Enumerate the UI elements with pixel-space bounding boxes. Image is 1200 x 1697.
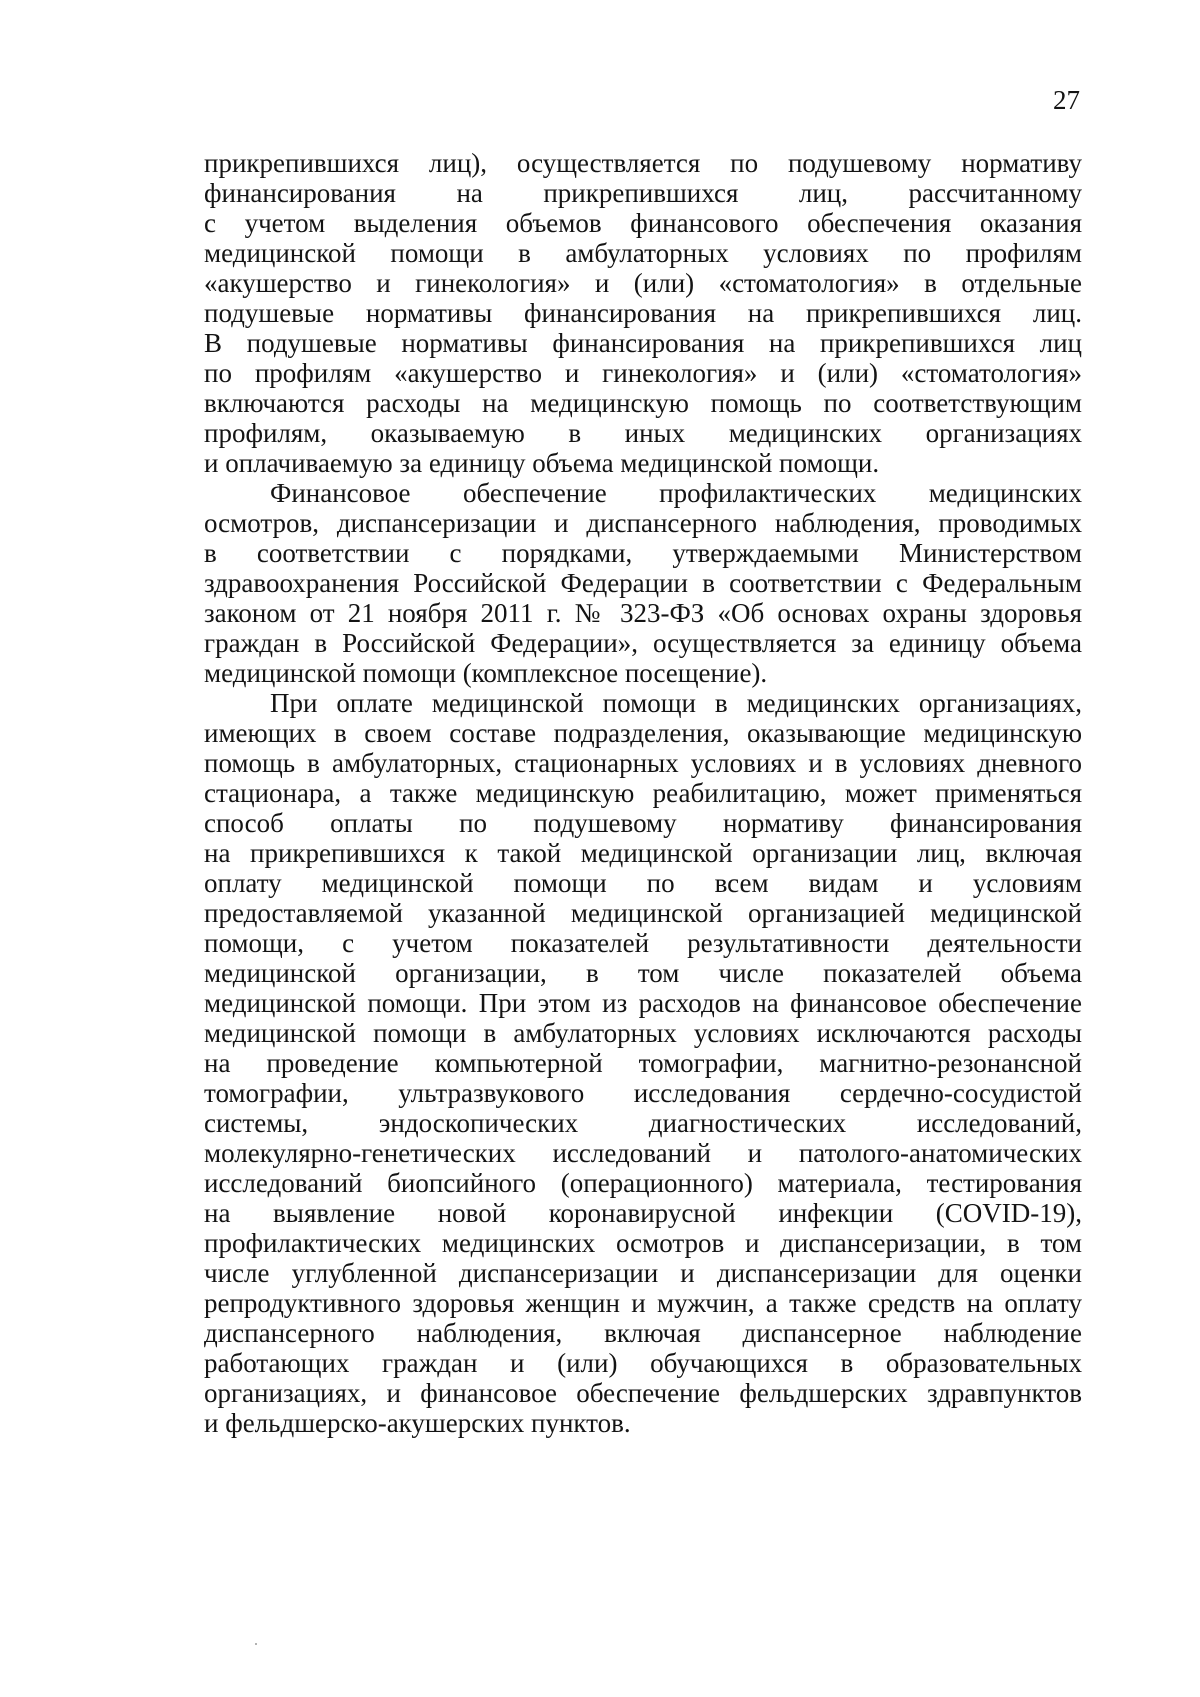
- text-line: числе углубленной диспансеризации и диспансеризации для оценки: [204, 1258, 1082, 1288]
- text-line: репродуктивного здоровья женщин и мужчин, а также средств на оплату: [204, 1288, 1082, 1318]
- text-line: В подушевые нормативы финансирования на прикрепившихся лиц: [204, 328, 1082, 358]
- text-line: При оплате медицинской помощи в медицинских организациях,: [270, 688, 1082, 718]
- page-number: 27: [1053, 85, 1080, 115]
- text-line: в соответствии с порядками, утверждаемыми Министерством: [204, 538, 1082, 568]
- text-line: здравоохранения Российской Федерации в соответствии с Федеральным: [204, 568, 1082, 598]
- text-line: оплату медицинской помощи по всем видам и условиям: [204, 868, 1082, 898]
- text-line: стационара, а также медицинскую реабилитацию, может применяться: [204, 778, 1082, 808]
- text-line: исследований биопсийного (операционного) материала, тестирования: [204, 1168, 1082, 1198]
- text-line: прикрепившихся лиц), осуществляется по подушевому нормативу: [204, 148, 1082, 178]
- text-line: помощь в амбулаторных, стационарных условиях и в условиях дневного: [204, 748, 1082, 778]
- text-line: томографии, ультразвукового исследования сердечно-сосудистой: [204, 1078, 1082, 1108]
- text-line: способ оплаты по подушевому нормативу финансирования: [204, 808, 1082, 838]
- text-line: на выявление новой коронавирусной инфекции (COVID-19),: [204, 1198, 1082, 1228]
- text-line: профилям, оказываемую в иных медицинских организациях: [204, 418, 1082, 448]
- text-line: по профилям «акушерство и гинекология» и (или) «стоматология»: [204, 358, 1082, 388]
- text-line: профилактических медицинских осмотров и диспансеризации, в том: [204, 1228, 1082, 1258]
- text-line: на проведение компьютерной томографии, магнитно-резонансной: [204, 1048, 1082, 1078]
- text-line: медицинской помощи в амбулаторных условиях исключаются расходы: [204, 1018, 1082, 1048]
- text-line: системы, эндоскопических диагностических исследований,: [204, 1108, 1082, 1138]
- text-line: и оплачиваемую за единицу объема медицинской помощи.: [204, 448, 880, 478]
- text-line: медицинской помощи (комплексное посещение).: [204, 658, 768, 688]
- text-line: предоставляемой указанной медицинской организацией медицинской: [204, 898, 1082, 928]
- text-line: молекулярно-генетических исследований и патолого-анатомических: [204, 1138, 1082, 1168]
- text-line: медицинской помощи. При этом из расходов на финансовое обеспечение: [204, 988, 1082, 1018]
- text-line: медицинской помощи в амбулаторных условиях по профилям: [204, 238, 1082, 268]
- text-line: работающих граждан и (или) обучающихся в образовательных: [204, 1348, 1082, 1378]
- text-line: медицинской организации, в том числе показателей объема: [204, 958, 1082, 988]
- text-line: и фельдшерско-акушерских пунктов.: [204, 1408, 631, 1438]
- text-line: подушевые нормативы финансирования на прикрепившихся лиц.: [204, 298, 1082, 328]
- text-line: диспансерного наблюдения, включая диспансерное наблюдение: [204, 1318, 1082, 1348]
- text-line: Финансовое обеспечение профилактических медицинских: [270, 478, 1082, 508]
- text-line: имеющих в своем составе подразделения, оказывающие медицинскую: [204, 718, 1082, 748]
- text-line: «акушерство и гинекология» и (или) «стоматология» в отдельные: [204, 268, 1082, 298]
- text-line: на прикрепившихся к такой медицинской организации лиц, включая: [204, 838, 1082, 868]
- text-line: включаются расходы на медицинскую помощь по соответствующим: [204, 388, 1082, 418]
- text-line: осмотров, диспансеризации и диспансерного наблюдения, проводимых: [204, 508, 1082, 538]
- text-line: граждан в Российской Федерации», осуществляется за единицу объема: [204, 628, 1082, 658]
- text-line: помощи, с учетом показателей результативности деятельности: [204, 928, 1082, 958]
- text-line: с учетом выделения объемов финансового обеспечения оказания: [204, 208, 1082, 238]
- text-line: законом от 21 ноября 2011 г. № 323-ФЗ «Об основах охраны здоровья: [204, 598, 1082, 628]
- text-line: организациях, и финансовое обеспечение фельдшерских здравпунктов: [204, 1378, 1082, 1408]
- scan-speck: [255, 1643, 257, 1645]
- text-line: финансирования на прикрепившихся лиц, рассчитанному: [204, 178, 1082, 208]
